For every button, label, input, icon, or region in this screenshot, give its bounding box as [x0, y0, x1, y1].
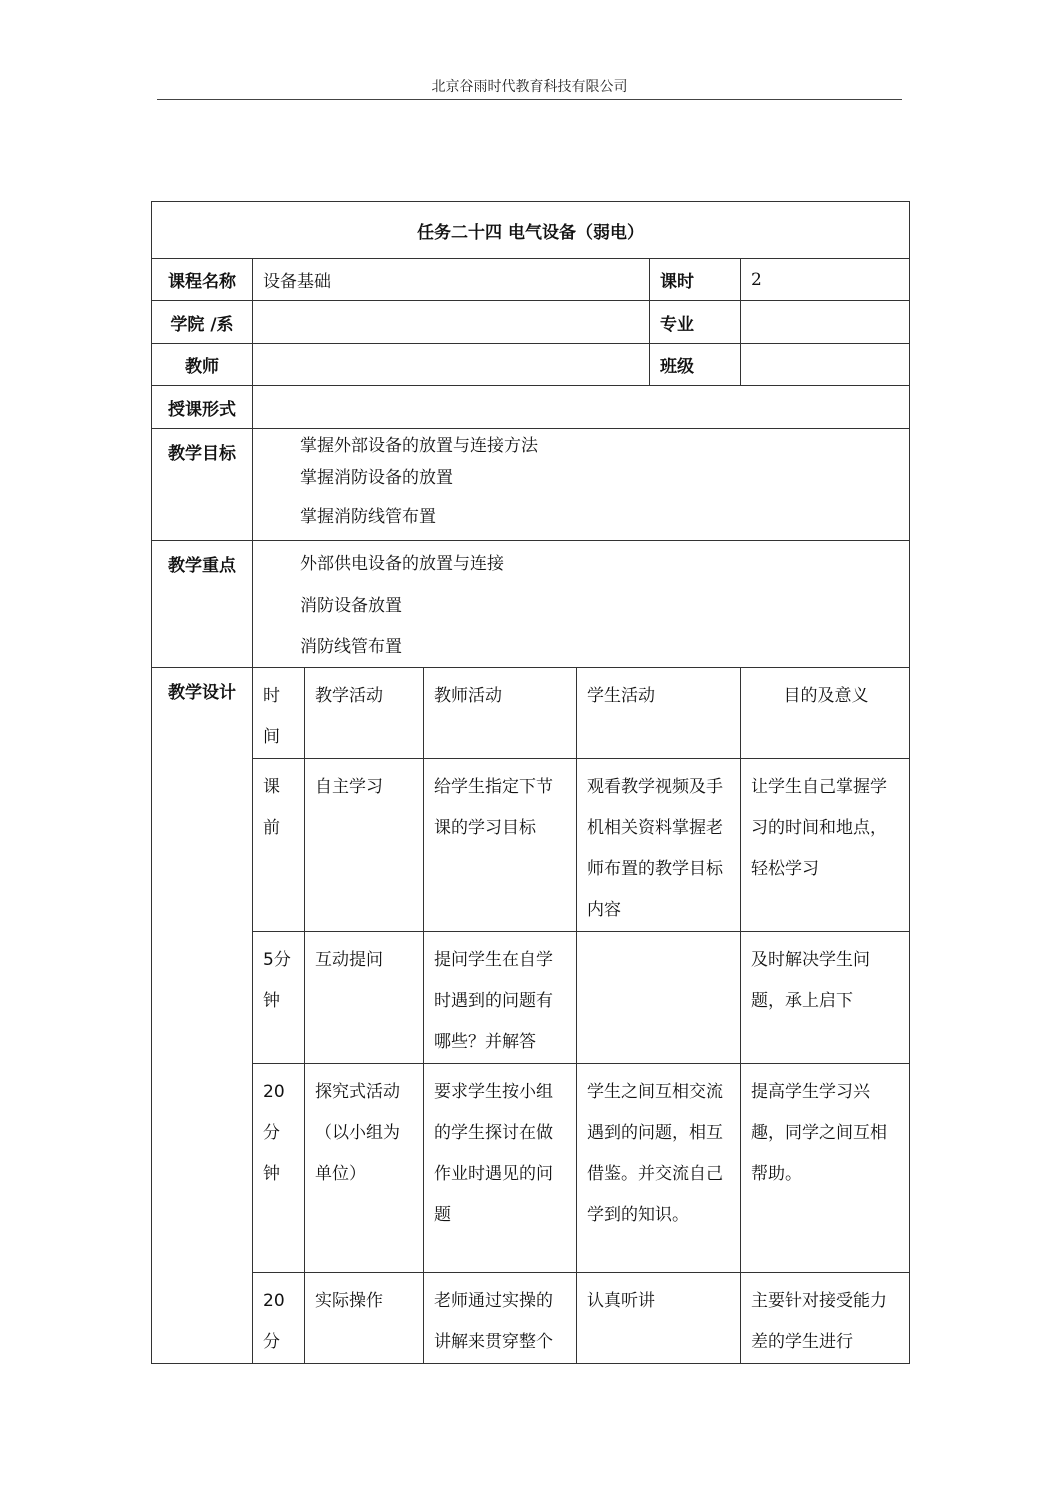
design-activity-cell: 自主学习 [305, 759, 424, 932]
key-points-list [253, 541, 910, 668]
list-item: 消防线管布置 [300, 637, 402, 657]
class-hours-value: 2 [741, 259, 910, 301]
design-teacher-cell: 老师通过实操的讲解来贯穿整个 [424, 1273, 577, 1364]
key-points-label: 教学重点 [152, 541, 253, 668]
teaching-format-value [253, 386, 910, 429]
list-item: 外部供电设备的放置与连接 [300, 554, 504, 574]
design-header-purpose: 目的及意义 [741, 668, 910, 759]
teacher-value [253, 344, 650, 386]
list-item: 消防设备放置 [300, 596, 402, 616]
table-row [152, 1064, 910, 1273]
class-value [741, 344, 910, 386]
table-row [152, 759, 910, 932]
lesson-plan-table [151, 201, 910, 1364]
major-value [741, 301, 910, 344]
list-item: 掌握外部设备的放置与连接方法 [300, 436, 538, 456]
course-name-label: 课程名称 [152, 259, 253, 301]
design-time-cell: 课前 [253, 759, 305, 932]
design-purpose-cell: 让学生自己掌握学习的时间和地点，轻松学习 [741, 759, 910, 932]
design-activity-cell: 探究式活动（以小组为单位） [305, 1064, 424, 1273]
design-student-cell: 观看教学视频及手机相关资料掌握老师布置的教学目标内容 [577, 759, 741, 932]
document-title: 任务二十四 电气设备（弱电） [152, 202, 910, 259]
design-purpose-cell: 及时解决学生问题，承上启下 [741, 932, 910, 1064]
table-row [152, 1273, 910, 1364]
design-teacher-cell: 要求学生按小组的学生探讨在做作业时遇见的问题 [424, 1064, 577, 1273]
design-time-cell: 5分钟 [253, 932, 305, 1064]
page-header: 北京谷雨时代教育科技有限公司 [431, 79, 628, 95]
class-hours-label: 课时 [650, 259, 741, 301]
major-label: 专业 [650, 301, 741, 344]
list-item: 掌握消防线管布置 [300, 507, 436, 527]
design-purpose-cell: 主要针对接受能力差的学生进行 [741, 1273, 910, 1364]
design-label: 教学设计 [152, 668, 253, 1364]
design-teacher-cell: 给学生指定下节课的学习目标 [424, 759, 577, 932]
objectives-list [253, 429, 910, 541]
table-row [152, 932, 910, 1064]
class-label: 班级 [650, 344, 741, 386]
design-student-cell [577, 932, 741, 1064]
design-teacher-cell: 提问学生在自学时遇到的问题有哪些？并解答 [424, 932, 577, 1064]
design-purpose-cell: 提高学生学习兴趣，同学之间互相帮助。 [741, 1064, 910, 1273]
teaching-format-label: 授课形式 [152, 386, 253, 429]
design-time-cell: 20分 [253, 1273, 305, 1364]
college-label: 学院 /系 [152, 301, 253, 344]
college-value [253, 301, 650, 344]
design-header-student: 学生活动 [577, 668, 741, 759]
design-time-cell: 20分钟 [253, 1064, 305, 1273]
design-header-teacher: 教师活动 [424, 668, 577, 759]
design-student-cell: 学生之间互相交流遇到的问题，相互借鉴。并交流自己学到的知识。 [577, 1064, 741, 1273]
design-header-time: 时间 [253, 668, 305, 759]
teacher-label: 教师 [152, 344, 253, 386]
design-header-activity: 教学活动 [305, 668, 424, 759]
objectives-label: 教学目标 [152, 429, 253, 541]
header-rule [157, 99, 902, 100]
list-item: 掌握消防设备的放置 [300, 468, 453, 488]
design-activity-cell: 互动提问 [305, 932, 424, 1064]
course-name-value: 设备基础 [253, 259, 650, 301]
design-student-cell: 认真听讲 [577, 1273, 741, 1364]
design-activity-cell: 实际操作 [305, 1273, 424, 1364]
